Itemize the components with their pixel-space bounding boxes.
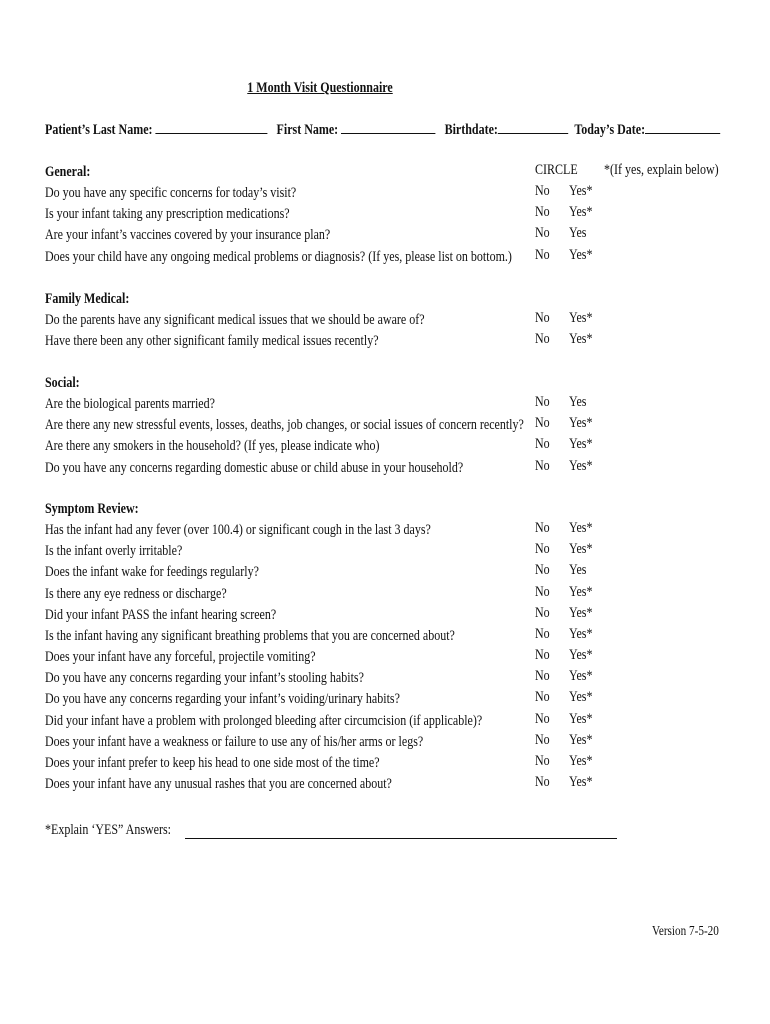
birthdate-field[interactable] [498, 119, 568, 134]
circle-header: CIRCLE [535, 162, 578, 178]
question-text: Is the infant overly irritable? [45, 543, 183, 560]
last-name-field[interactable] [156, 119, 268, 134]
todays-date-field[interactable] [645, 119, 720, 134]
answer-yes-option[interactable]: Yes* [569, 204, 593, 221]
explain-note-header: *(If yes, explain below) [604, 162, 719, 178]
question-text: Does your child have any ongoing medical problems or diagnosis? (If yes, please list on bottom.) [45, 248, 512, 265]
answer-yes-option[interactable]: Yes* [569, 752, 593, 769]
answer-yes-option[interactable]: Yes* [569, 310, 593, 327]
section-heading: Social: [45, 375, 80, 391]
answer-yes-option[interactable]: Yes* [569, 541, 593, 558]
question-text: Are the biological parents married? [45, 396, 215, 413]
answer-no-option[interactable]: No [535, 331, 550, 348]
page-title: 1 Month Visit Questionnaire [247, 80, 393, 96]
answer-no-option[interactable]: No [535, 225, 550, 242]
answer-yes-option[interactable]: Yes [569, 394, 587, 411]
birthdate-label: Birthdate: [444, 122, 498, 138]
version-label: Version 7-5-20 [652, 924, 719, 939]
answer-no-option[interactable]: No [535, 246, 550, 263]
question-text: Do you have any concerns regarding domestic abuse or child abuse in your household? [45, 459, 464, 476]
question-text: Does your infant have any unusual rashes that you are concerned about? [45, 775, 392, 792]
answer-yes-option[interactable]: Yes* [569, 520, 593, 537]
answer-yes-option[interactable]: Yes* [569, 647, 593, 664]
first-name-label: First Name: [276, 122, 339, 138]
answer-no-option[interactable]: No [535, 625, 550, 642]
question-text: Do you have any concerns regarding your infant’s voiding/urinary habits? [45, 691, 400, 708]
answer-no-option[interactable]: No [535, 731, 550, 748]
question-text: Do the parents have any significant medical issues that we should be aware of? [45, 312, 425, 329]
answer-yes-option[interactable]: Yes* [569, 436, 593, 453]
answer-yes-option[interactable]: Yes* [569, 415, 593, 432]
answer-yes-option[interactable]: Yes [569, 225, 587, 242]
question-text: Are there any new stressful events, losses, deaths, job changes, or social issues of concern recently? [45, 417, 524, 434]
question-text: Do you have any concerns regarding your infant’s stooling habits? [45, 670, 364, 687]
todays-date-label: Today’s Date: [574, 122, 646, 138]
question-text: Is your infant taking any prescription medications? [45, 206, 290, 223]
explain-answers-field[interactable] [185, 838, 617, 839]
patient-info-row [45, 119, 720, 141]
question-text: Are there any smokers in the household? (If yes, please indicate who) [45, 438, 380, 455]
answer-no-option[interactable]: No [535, 773, 550, 790]
answer-no-option[interactable]: No [535, 520, 550, 537]
answer-yes-option[interactable]: Yes* [569, 773, 593, 790]
answer-no-option[interactable]: No [535, 457, 550, 474]
answer-yes-option[interactable]: Yes* [569, 246, 593, 263]
question-text: Does the infant wake for feedings regularly? [45, 564, 259, 581]
question-text: Is there any eye redness or discharge? [45, 585, 227, 602]
explain-label: *Explain ‘YES” Answers: [45, 822, 171, 838]
answer-no-option[interactable]: No [535, 583, 550, 600]
answer-no-option[interactable]: No [535, 394, 550, 411]
question-text: Do you have any specific concerns for today’s visit? [45, 185, 297, 202]
first-name-field[interactable] [341, 119, 435, 134]
answer-no-option[interactable]: No [535, 541, 550, 558]
question-text: Is the infant having any significant breathing problems that you are concerned about? [45, 627, 455, 644]
answer-no-option[interactable]: No [535, 689, 550, 706]
question-text: Does your infant have any forceful, projectile vomiting? [45, 649, 316, 666]
answer-yes-option[interactable]: Yes* [569, 583, 593, 600]
answer-yes-option[interactable]: Yes [569, 562, 587, 579]
answer-no-option[interactable]: No [535, 562, 550, 579]
answer-yes-option[interactable]: Yes* [569, 331, 593, 348]
answer-yes-option[interactable]: Yes* [569, 625, 593, 642]
section-heading: Family Medical: [45, 291, 130, 307]
question-text: Are your infant’s vaccines covered by your insurance plan? [45, 227, 331, 244]
answer-no-option[interactable]: No [535, 668, 550, 685]
answer-yes-option[interactable]: Yes* [569, 731, 593, 748]
answer-yes-option[interactable]: Yes* [569, 457, 593, 474]
section-heading: General: [45, 164, 91, 180]
answer-no-option[interactable]: No [535, 604, 550, 621]
question-text: Does your infant prefer to keep his head to one side most of the time? [45, 754, 380, 771]
question-text: Has the infant had any fever (over 100.4) or significant cough in the last 3 days? [45, 522, 431, 539]
answer-no-option[interactable]: No [535, 183, 550, 200]
last-name-label: Patient’s Last Name: [45, 122, 153, 138]
answer-no-option[interactable]: No [535, 204, 550, 221]
answer-no-option[interactable]: No [535, 436, 550, 453]
question-text: Did your infant have a problem with prolonged bleeding after circumcision (if applicable)? [45, 712, 483, 729]
answer-yes-option[interactable]: Yes* [569, 604, 593, 621]
answer-no-option[interactable]: No [535, 647, 550, 664]
question-text: Does your infant have a weakness or failure to use any of his/her arms or legs? [45, 733, 424, 750]
answer-yes-option[interactable]: Yes* [569, 689, 593, 706]
answer-yes-option[interactable]: Yes* [569, 183, 593, 200]
question-text: Have there been any other significant family medical issues recently? [45, 333, 379, 350]
answer-no-option[interactable]: No [535, 710, 550, 727]
question-text: Did your infant PASS the infant hearing screen? [45, 606, 277, 623]
answer-no-option[interactable]: No [535, 752, 550, 769]
answer-yes-option[interactable]: Yes* [569, 668, 593, 685]
answer-yes-option[interactable]: Yes* [569, 710, 593, 727]
answer-no-option[interactable]: No [535, 415, 550, 432]
answer-no-option[interactable]: No [535, 310, 550, 327]
section-heading: Symptom Review: [45, 501, 139, 517]
